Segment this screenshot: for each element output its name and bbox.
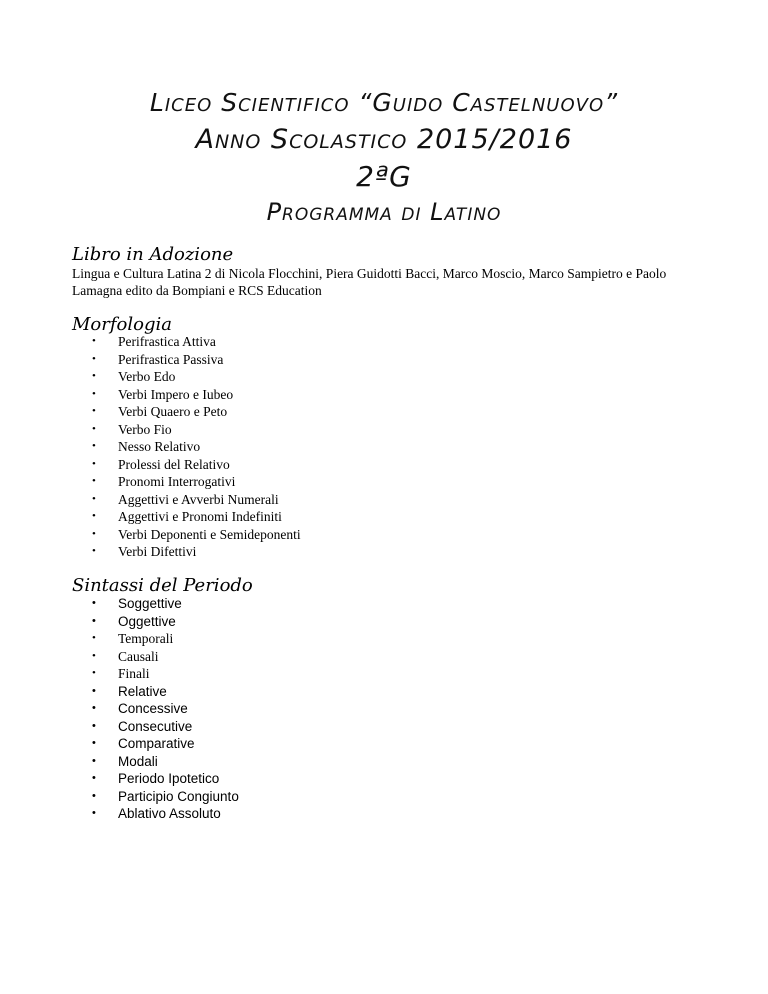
bullet-icon: • [92,370,96,382]
bullet-icon: • [92,719,96,732]
bullet-icon: • [92,684,96,697]
textbook-description: Lingua e Cultura Latina 2 di Nicola Flocchini, Piera Guidotti Bacci, Marco Moscio, Marco Sampietro e Paolo Lamagna edito da Bompiani e RCS Education [72,266,667,298]
list-item: • Verbo Fio [92,421,172,437]
list-item: • Ablativo Assoluto [92,806,221,821]
list-item: • Perifrastica Passiva [92,351,224,367]
bullet-icon: • [92,737,96,749]
list-item: • Modali [92,753,158,769]
list-item: • Nesso Relativo [92,439,201,454]
list-item: • Verbi Difettivi [92,544,197,559]
list-item: • Finali [92,666,150,681]
list-item: • Temporali [92,631,174,646]
morfologia-list [90,333,301,561]
list-item: • Aggettivi e Pronomi Indefiniti [92,509,282,524]
school-name: Liceo Scientifico “Guido Castelnuovo” [149,88,619,117]
bullet-icon: • [92,614,96,627]
list-item: • Periodo Ipotetico [92,771,220,786]
list-item: • Comparative [92,736,195,751]
bullet-icon: • [92,807,96,819]
bullet-icon: • [92,649,96,662]
bullet-icon: • [92,772,96,784]
list-item: • Participio Congiunto [92,788,239,804]
section-title-morfologia: Morfologia [72,314,172,335]
list-item: • Perifrastica Attiva [92,334,216,349]
bullet-icon: • [92,422,96,435]
bullet-icon: • [92,440,96,452]
list-item: • Causali [92,648,159,664]
list-item: • Prolessi del Relativo [92,456,230,472]
bullet-icon: • [92,754,96,767]
bullet-icon: • [92,667,96,679]
bullet-icon: • [92,475,96,487]
list-item: • Verbo Edo [92,369,176,384]
bullet-icon: • [92,457,96,470]
list-item: • Relative [92,683,167,699]
bullet-icon: • [92,335,96,347]
class-label: 2ªG [356,160,412,193]
list-item: • Consecutive [92,718,193,734]
list-item: • Pronomi Interrogativi [92,474,236,489]
program-title: Programma di Latino [266,198,502,226]
section-title-sintassi: Sintassi del Periodo [72,575,253,596]
bullet-icon: • [92,510,96,522]
bullet-icon: • [92,597,96,609]
list-item: • Verbi Impero e Iubeo [92,386,234,402]
bullet-icon: • [92,405,96,417]
school-year: Anno Scolastico 2015/2016 [195,124,573,155]
list-item: • Concessive [92,701,188,716]
list-item: • Aggettivi e Avverbi Numerali [92,491,279,507]
bullet-icon: • [92,387,96,400]
list-item: • Oggettive [92,613,176,629]
section-title-libro: Libro in Adozione [72,244,234,265]
bullet-icon: • [92,789,96,802]
bullet-icon: • [92,527,96,540]
bullet-icon: • [92,545,96,557]
sintassi-list [90,595,239,823]
list-item: • Verbi Quaero e Peto [92,404,228,419]
bullet-icon: • [92,492,96,505]
bullet-icon: • [92,352,96,365]
bullet-icon: • [92,632,96,644]
list-item: • Verbi Deponenti e Semideponenti [92,526,301,542]
list-item: • Soggettive [92,596,182,611]
bullet-icon: • [92,702,96,714]
